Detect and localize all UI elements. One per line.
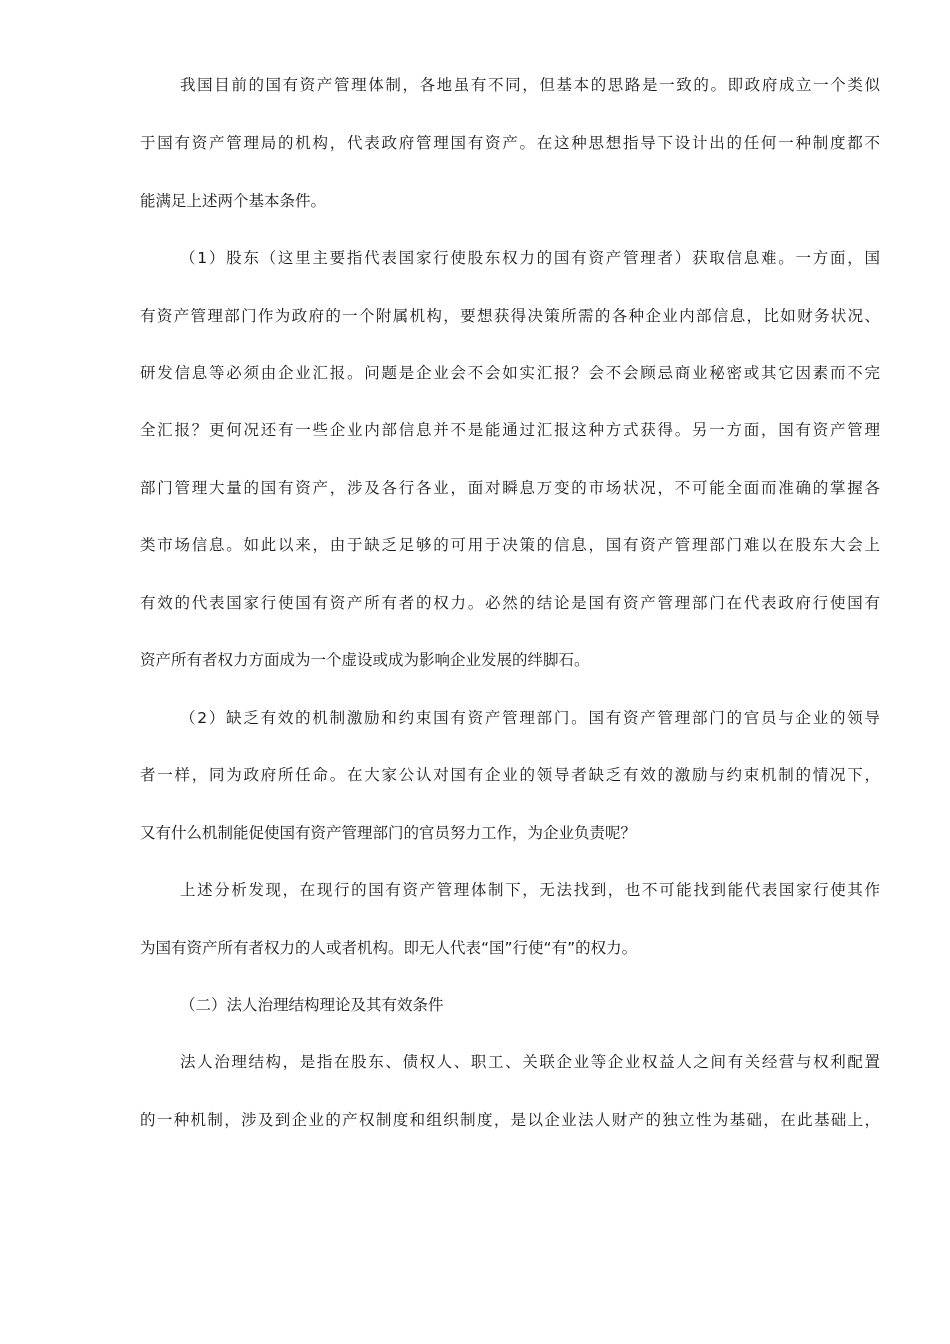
section-heading: （二）法人治理结构理论及其有效条件: [180, 996, 444, 1014]
text-line: 有效的代表国家行使国有资产所有者的权力。必然的结论是国有资产管理部门在代表政府行使国有: [140, 594, 880, 612]
text-line: 全汇报？更何况还有一些企业内部信息并不是能通过汇报这种方式获得。另一方面，国有资产管理: [140, 421, 880, 439]
text-line: （2）缺乏有效的机制激励和约束国有资产管理部门。国有资产管理部门的官员与企业的领导: [180, 709, 880, 727]
text-line: 于国有资产管理局的机构，代表政府管理国有资产。在这种思想指导下设计出的任何一种制度都不: [140, 134, 880, 152]
text-line: 者一样，同为政府所任命。在大家公认对国有企业的领导者缺乏有效的激励与约束机制的情况下，: [140, 766, 880, 784]
text-line: （1）股东（这里主要指代表国家行使股东权力的国有资产管理者）获取信息难。一方面，国: [180, 249, 880, 267]
text-line: 研发信息等必须由企业汇报。问题是企业会不会如实汇报？会不会顾忌商业秘密或其它因素而不完: [140, 364, 880, 382]
text-line: 能满足上述两个基本条件。: [140, 192, 327, 210]
text-line: 部门管理大量的国有资产，涉及各行各业，面对瞬息万变的市场状况，不可能全面而准确的掌握各: [140, 479, 880, 497]
text-line: 类市场信息。如此以来，由于缺乏足够的可用于决策的信息，国有资产管理部门难以在股东大会上: [140, 536, 880, 554]
text-line: 为国有资产所有者权力的人或者机构。即无人代表“国”行使“有”的权力。: [140, 939, 638, 957]
text-line: 上述分析发现，在现行的国有资产管理体制下，无法找到，也不可能找到能代表国家行使其作: [180, 881, 880, 899]
text-line: 又有什么机制能促使国有资产管理部门的官员努力工作，为企业负责呢？: [140, 824, 637, 842]
text-line: 法人治理结构，是指在股东、债权人、职工、关联企业等企业权益人之间有关经营与权利配置: [180, 1053, 880, 1071]
text-line: 的一种机制，涉及到企业的产权制度和组织制度，是以企业法人财产的独立性为基础，在此基础上，: [140, 1111, 880, 1129]
text-line: 我国目前的国有资产管理体制，各地虽有不同，但基本的思路是一致的。即政府成立一个类似: [180, 76, 880, 94]
text-line: 有资产管理部门作为政府的一个附属机构，要想获得决策所需的各种企业内部信息，比如财务状况、: [140, 307, 880, 325]
text-line: 资产所有者权力方面成为一个虚设或成为影响企业发展的绊脚石。: [140, 651, 590, 669]
